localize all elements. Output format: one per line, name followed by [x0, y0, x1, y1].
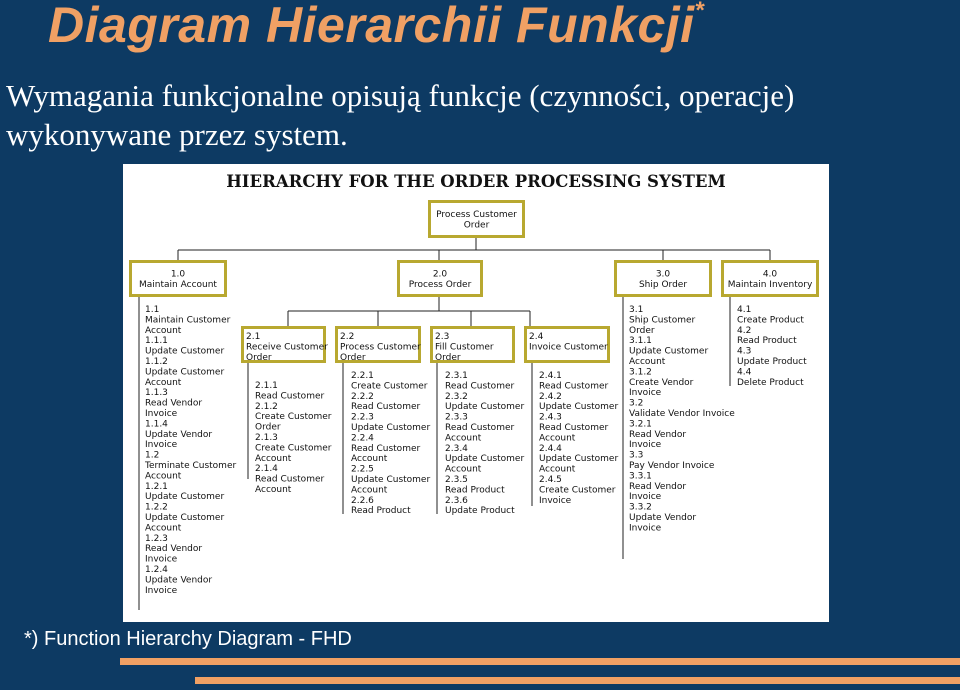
col3-item: Account — [629, 357, 666, 367]
col-2-1-item: 2.1.1 — [255, 381, 278, 391]
col-2-3-item: Account — [445, 433, 482, 444]
col-2-2-item: 2.2.6 — [351, 495, 374, 506]
col4-item: 4.3 — [737, 346, 752, 357]
col3-item: 3.2.1 — [629, 419, 652, 430]
col1-item: Account — [145, 471, 182, 482]
col4-item: 4.2 — [737, 325, 752, 336]
level2-box-label: Order — [246, 353, 272, 363]
col-2-2-item: Account — [351, 454, 388, 465]
col-2-4-item: Read Customer — [539, 423, 609, 433]
col-2-2-item: 2.2.2 — [351, 391, 374, 402]
col3-item: 3.3 — [629, 450, 644, 461]
col1-item: Terminate Customer — [145, 461, 237, 471]
col1-item: Update Vendor — [145, 429, 213, 440]
col-2-4-item: 2.4.5 — [539, 475, 562, 485]
col3-item: Validate Vendor Invoice — [629, 409, 735, 419]
col-2-1-item: Read Customer — [255, 391, 325, 402]
level2-box-label: Process Customer — [340, 342, 421, 353]
col-2-3-item: Read Product — [445, 485, 505, 496]
col1-item: Account — [145, 325, 182, 336]
col3-item: 3.3.2 — [629, 502, 652, 513]
col-2-1-item: Create Customer — [255, 443, 332, 454]
col-2-1-item: 2.1.4 — [255, 464, 278, 475]
col3-item: Pay Vendor Invoice — [629, 461, 715, 471]
root-box-label: Process Customer — [436, 209, 517, 220]
col-2-4-item: Invoice — [539, 495, 572, 506]
col4-item: Update Product — [737, 357, 807, 367]
col1-item: 1.2.1 — [145, 481, 168, 492]
level1-box-label: 2.0 — [432, 269, 448, 280]
col3-item: Order — [629, 325, 655, 336]
level1-box-label: 1.0 — [170, 269, 186, 280]
col1-item: 1.2 — [145, 450, 160, 461]
level1-box-label: 3.0 — [655, 269, 671, 280]
col1-item: Read Vendor — [145, 398, 203, 409]
col1-item: 1.1.1 — [145, 336, 168, 347]
level2-box-label: Receive Customer — [246, 342, 328, 353]
col-2-4-item: Read Customer — [539, 381, 609, 392]
col-2-4-item: 2.4.2 — [539, 391, 562, 402]
decorative-stripe-top — [120, 658, 960, 665]
col1-item: Update Vendor — [145, 575, 213, 586]
col-2-4-item: 2.4.4 — [539, 443, 562, 454]
col1-item: Invoice — [145, 554, 178, 565]
col1-item: Update Customer — [145, 367, 225, 378]
level1-box-label: 4.0 — [762, 269, 778, 280]
level2-box-label: Order — [340, 353, 366, 363]
col3-item: Invoice — [629, 440, 662, 451]
col1-item: 1.2.3 — [145, 533, 168, 544]
level1-box-label: Maintain Account — [139, 279, 217, 290]
col1-item: 1.1.4 — [145, 419, 168, 430]
col-2-4-item: 2.4.1 — [539, 371, 562, 381]
col1-item: Account — [145, 523, 182, 534]
col-2-1-item: Order — [255, 422, 281, 433]
col-2-3-item: Update Customer — [445, 454, 525, 465]
col-2-2-item: 2.2.5 — [351, 464, 374, 475]
footnote: *) Function Hierarchy Diagram - FHD — [24, 628, 352, 650]
col-2-1-item: Read Customer — [255, 474, 325, 485]
col-2-3-item: Update Product — [445, 506, 515, 517]
col3-item: Invoice — [629, 388, 662, 399]
level2-box-label: Order — [435, 353, 461, 363]
col3-item: Create Vendor — [629, 377, 694, 388]
col-2-3-item: 2.3.3 — [445, 412, 468, 423]
col-2-1-item: Create Customer — [255, 412, 332, 423]
col-2-2-item: Read Customer — [351, 402, 421, 413]
diagram-heading: HIERARCHY FOR THE ORDER PROCESSING SYSTEM — [226, 172, 726, 191]
level1-box-label: Maintain Inventory — [727, 279, 813, 290]
col-2-4-item: 2.4.3 — [539, 412, 562, 423]
col3-item: Read Vendor — [629, 481, 687, 492]
col1-item: Invoice — [145, 440, 178, 451]
col3-item: Invoice — [629, 492, 662, 503]
col-2-3-item: Update Customer — [445, 402, 525, 413]
level1-box-label: Ship Order — [638, 279, 688, 290]
col1-item: Account — [145, 377, 182, 388]
col-2-2-item: Read Customer — [351, 443, 421, 454]
col-2-3-item: 2.3.1 — [445, 371, 468, 381]
col1-item: Maintain Customer — [145, 315, 231, 326]
col1-item: 1.2.4 — [145, 565, 168, 575]
col-2-2-item: 2.2.3 — [351, 412, 374, 423]
col-2-3-item: Account — [445, 464, 482, 475]
col3-item: 3.1 — [629, 305, 644, 315]
col3-item: Update Customer — [629, 346, 709, 357]
col-2-2-item: 2.2.1 — [351, 371, 374, 381]
col1-item: 1.1.3 — [145, 388, 168, 399]
col-2-4-item: Account — [539, 464, 576, 475]
col3-item: 3.2 — [629, 398, 644, 409]
col-2-1-item: 2.1.2 — [255, 401, 278, 412]
col3-item: Invoice — [629, 523, 662, 534]
level2-box-label: 2.1 — [246, 332, 261, 342]
col-2-4-item: Update Customer — [539, 402, 619, 413]
level2-box-label: 2.4 — [529, 332, 544, 342]
col3-item: 3.3.1 — [629, 471, 652, 482]
col1-item: Update Customer — [145, 346, 225, 357]
col1-item: Update Customer — [145, 492, 225, 503]
col-2-3-item: Read Customer — [445, 423, 515, 433]
slide-title: Diagram Hierarchii Funkcji* — [48, 0, 704, 54]
col3-item: 3.1.2 — [629, 367, 652, 378]
col1-item: Read Vendor — [145, 544, 203, 555]
col1-item: Invoice — [145, 409, 178, 419]
col-2-2-item: Update Customer — [351, 475, 431, 485]
col3-item: Read Vendor — [629, 429, 687, 440]
col1-item: Invoice — [145, 585, 178, 596]
col3-item: 3.1.1 — [629, 336, 652, 347]
col3-item: Ship Customer — [629, 315, 696, 326]
col-2-3-item: 2.3.5 — [445, 475, 468, 485]
col-2-2-item: Read Product — [351, 506, 411, 517]
col-2-2-item: Create Customer — [351, 381, 428, 392]
col-2-2-item: 2.2.4 — [351, 433, 374, 444]
hierarchy-diagram-svg — [123, 164, 829, 622]
col-2-4-item: Create Customer — [539, 485, 616, 496]
title-footnote-mark: * — [694, 0, 705, 25]
root-box-label: Order — [463, 220, 490, 231]
col-2-4-item: Account — [539, 433, 576, 444]
level2-box-label: 2.3 — [435, 332, 450, 342]
col3-item: Update Vendor — [629, 513, 697, 523]
col4-item: 4.1 — [737, 305, 752, 315]
col-2-3-item: 2.3.4 — [445, 443, 468, 454]
level1-box-label: Process Order — [408, 279, 472, 290]
col4-item: Create Product — [737, 315, 804, 326]
col-2-4-item: Update Customer — [539, 454, 619, 465]
col1-item: Update Customer — [145, 513, 225, 523]
col-2-2-item: Update Customer — [351, 423, 431, 433]
col-2-1-item: Account — [255, 453, 292, 464]
level2-box-label: Fill Customer — [435, 342, 494, 353]
col-2-3-item: 2.3.2 — [445, 391, 468, 402]
col1-item: 1.1.2 — [145, 357, 168, 367]
level2-box-label: Invoice Customer — [529, 342, 608, 353]
col-2-1-item: Account — [255, 485, 292, 495]
col1-item: 1.1 — [145, 305, 160, 315]
col4-item: 4.4 — [737, 367, 752, 378]
slide-subtitle: Wymagania funkcjonalne opisują funkcje (czynności, operacje) wykonywane przez system. — [6, 78, 795, 152]
col4-item: Delete Product — [737, 377, 804, 388]
col-2-2-item: Account — [351, 485, 388, 496]
col1-item: 1.2.2 — [145, 502, 168, 513]
col-2-1-item: 2.1.3 — [255, 433, 278, 443]
decorative-stripe-bottom — [195, 677, 960, 684]
hierarchy-diagram — [123, 164, 829, 622]
col-2-3-item: 2.3.6 — [445, 495, 468, 506]
col4-item: Read Product — [737, 336, 797, 347]
level2-box-label: 2.2 — [340, 332, 355, 342]
col-2-3-item: Read Customer — [445, 381, 515, 392]
